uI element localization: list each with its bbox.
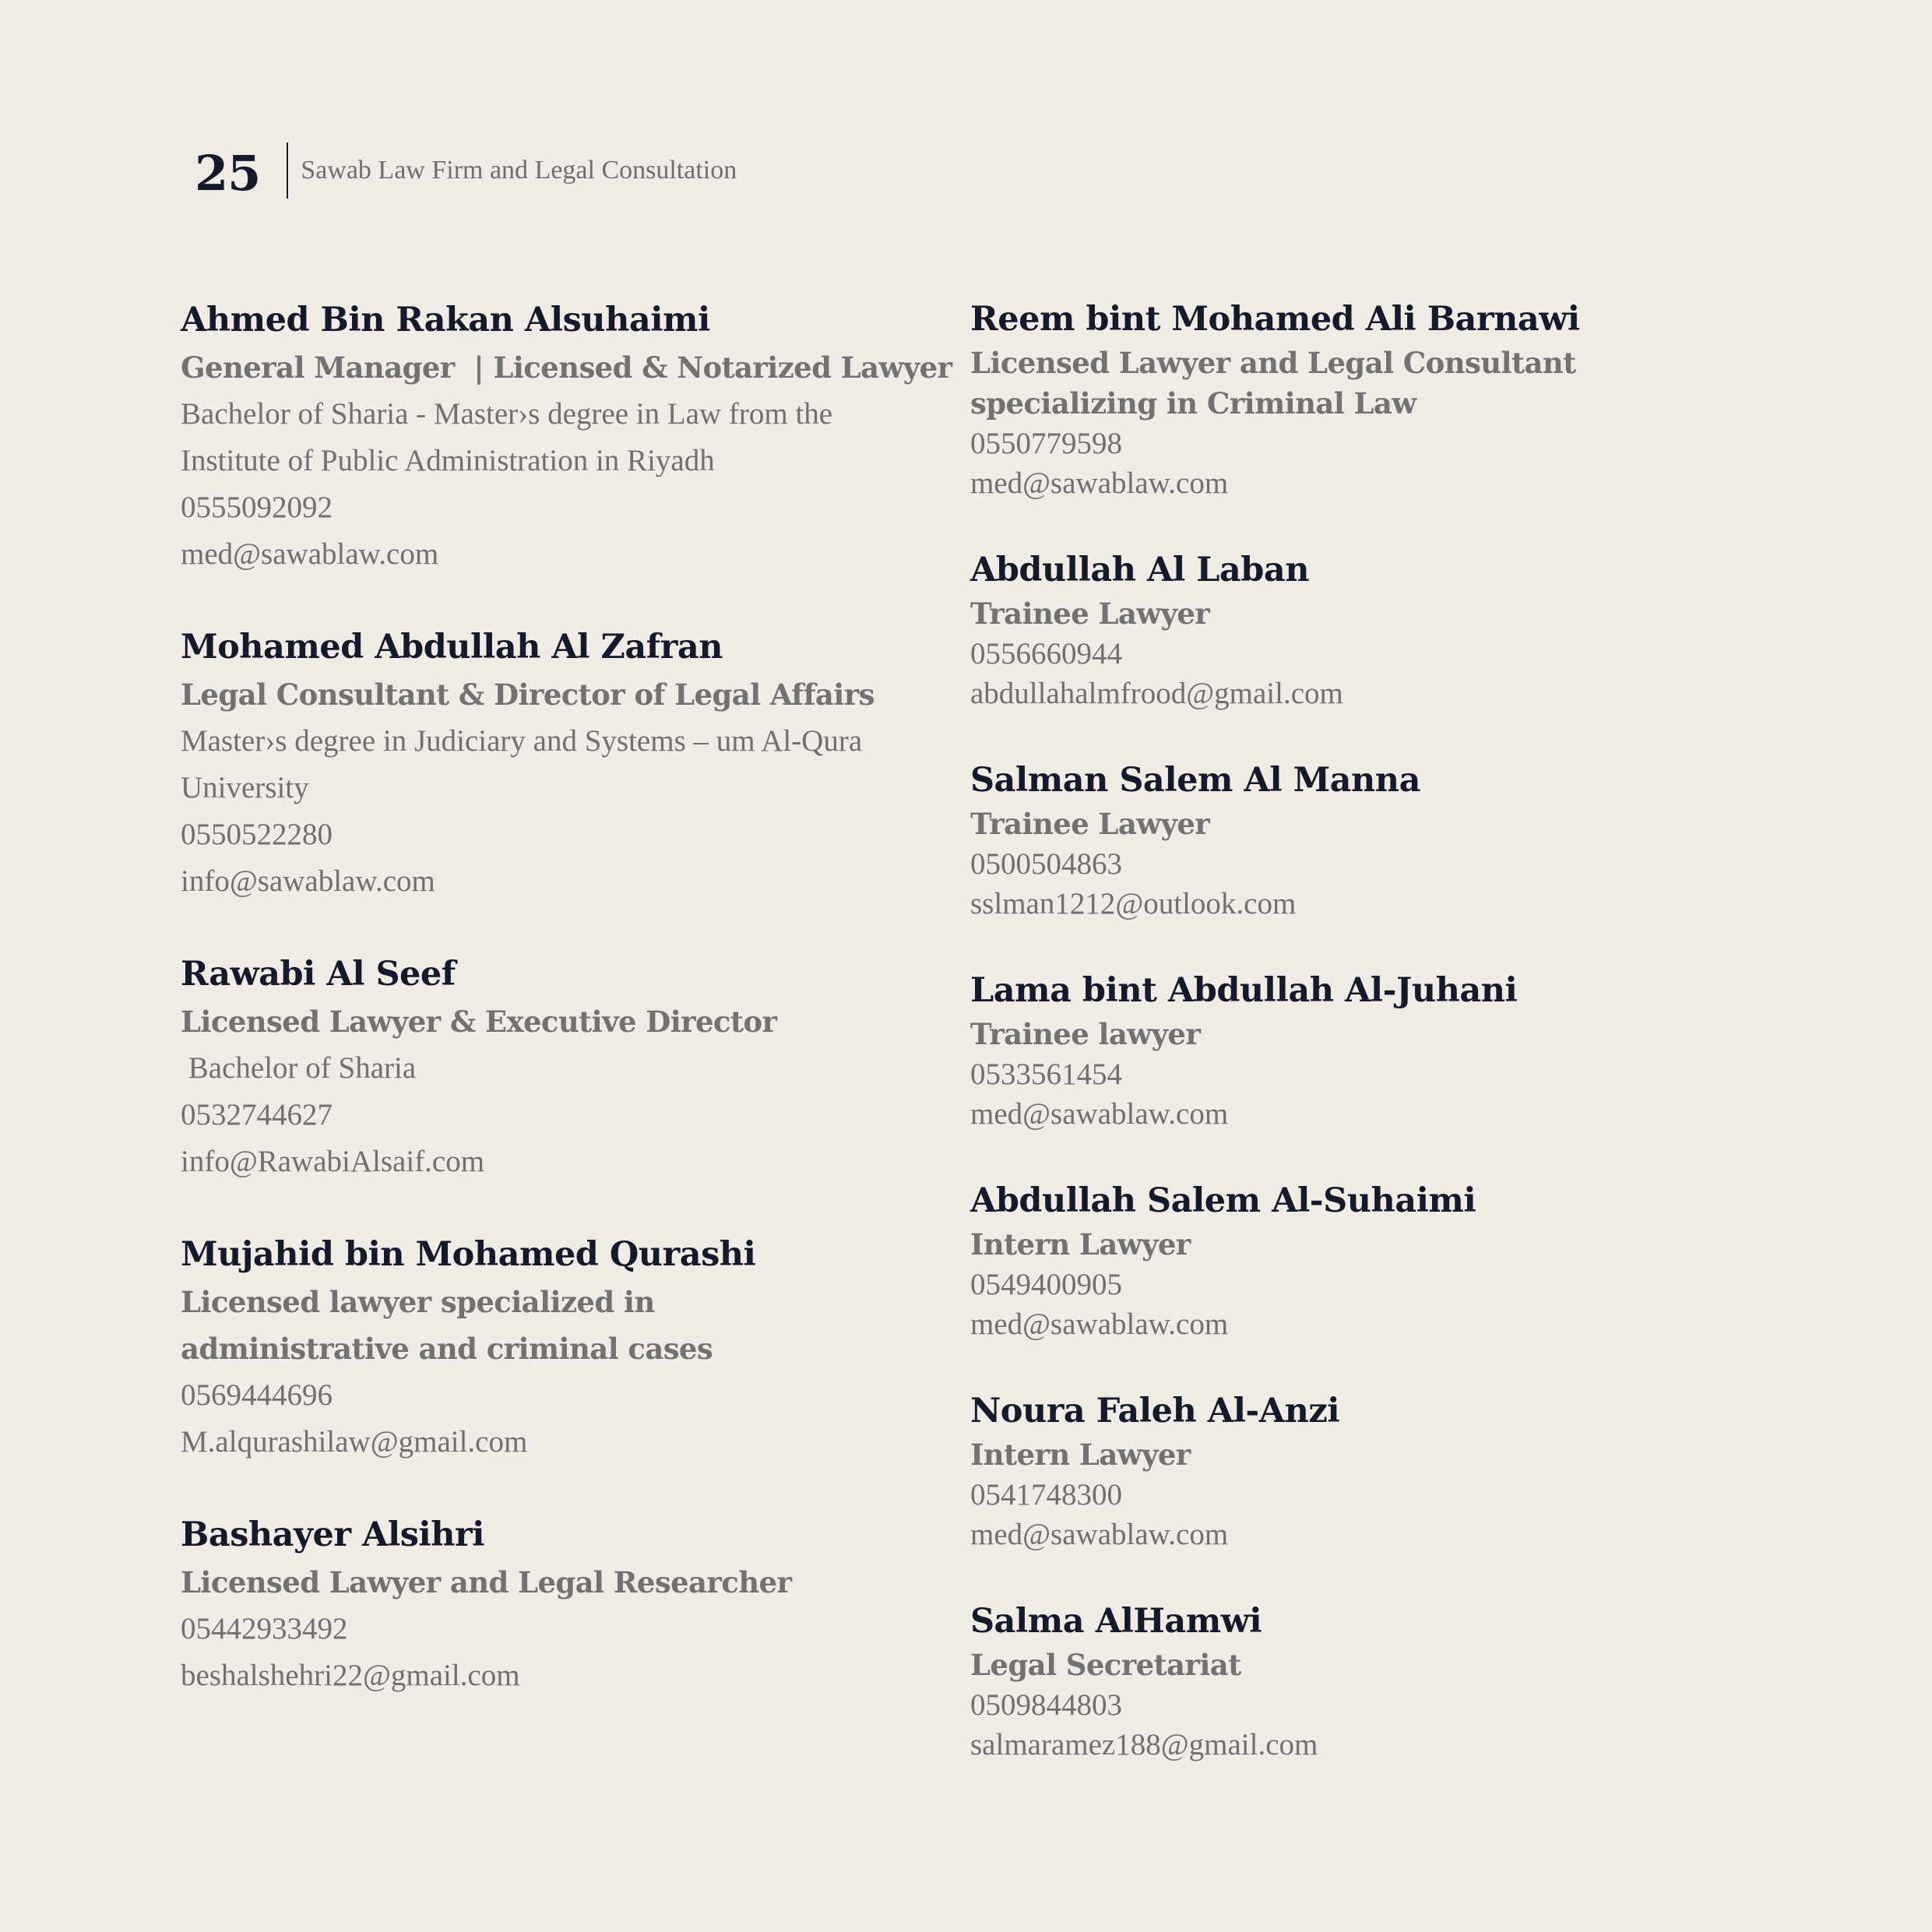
- staff-name: Ahmed Bin Rakan Alsuhaimi: [181, 301, 710, 340]
- staff-email: med@sawablaw.com: [970, 1097, 1229, 1131]
- staff-role: Licensed Lawyer and Legal Consultant specializing in Criminal Law: [970, 346, 1576, 421]
- header-divider: [287, 143, 288, 199]
- staff-name: Abdullah Salem Al-Suhaimi: [970, 1181, 1476, 1220]
- staff-phone: 05442933492: [181, 1612, 348, 1645]
- staff-role: Trainee lawyer: [970, 1017, 1201, 1051]
- staff-role: Licensed Lawyer and Legal Researcher: [181, 1565, 792, 1599]
- staff-entry: [181, 296, 952, 578]
- staff-email: med@sawablaw.com: [970, 466, 1229, 500]
- left-column: [181, 296, 952, 1744]
- staff-phone: 0569444696: [181, 1378, 333, 1412]
- staff-name: Mohamed Abdullah Al Zafran: [181, 628, 723, 667]
- staff-email: info@sawablaw.com: [181, 864, 435, 898]
- staff-phone: 0549400905: [970, 1268, 1122, 1301]
- staff-role: Trainee Lawyer: [970, 596, 1210, 631]
- staff-name: Bashayer Alsihri: [181, 1515, 485, 1554]
- staff-role: Licensed Lawyer & Executive Director: [181, 1005, 777, 1039]
- staff-entry: [970, 757, 1749, 924]
- staff-entry: [970, 1598, 1749, 1765]
- staff-email: salmaramez188@gmail.com: [970, 1728, 1318, 1761]
- staff-role: Intern Lawyer: [970, 1438, 1191, 1472]
- staff-name: Reem bint Mohamed Ali Barnawi: [970, 300, 1580, 339]
- staff-role: General Manager | Licensed & Notarized Lawyer: [181, 350, 952, 385]
- staff-name: Salman Salem Al Manna: [970, 761, 1420, 800]
- staff-email: sslman1212@outlook.com: [970, 887, 1297, 920]
- staff-name: Rawabi Al Seef: [181, 955, 456, 994]
- staff-entry: [181, 950, 905, 1185]
- staff-entry: [970, 296, 1749, 503]
- staff-email: med@sawablaw.com: [970, 1307, 1229, 1341]
- staff-entry: [181, 1511, 905, 1699]
- staff-phone: 0555092092: [181, 491, 333, 524]
- page-number: 25: [195, 145, 261, 202]
- staff-entry: [970, 547, 1749, 713]
- staff-email: info@RawabiAlsaif.com: [181, 1145, 485, 1178]
- staff-phone: 0500504863: [970, 847, 1122, 881]
- staff-role: Trainee Lawyer: [970, 807, 1210, 841]
- staff-entry: [970, 967, 1749, 1134]
- staff-education: Bachelor of Sharia - Master›s degree in Law from the Institute of Public Administration in Riyadh: [181, 397, 833, 477]
- staff-role: Licensed lawyer specialized in administrative and criminal cases: [181, 1285, 713, 1366]
- staff-email: med@sawablaw.com: [181, 537, 439, 571]
- staff-name: Lama bint Abdullah Al-Juhani: [970, 971, 1518, 1010]
- staff-name: Abdullah Al Laban: [970, 551, 1309, 589]
- staff-email: med@sawablaw.com: [970, 1518, 1229, 1551]
- staff-entry: [181, 623, 905, 905]
- staff-name: Noura Faleh Al-Anzi: [970, 1392, 1340, 1431]
- staff-education: Master›s degree in Judiciary and Systems – um Al-Qura University: [181, 724, 863, 804]
- staff-phone: 0550522280: [181, 818, 333, 851]
- staff-education: Bachelor of Sharia: [181, 1051, 417, 1085]
- page-header: [195, 140, 737, 201]
- staff-name: Salma AlHamwi: [970, 1602, 1262, 1641]
- staff-entry: [970, 1177, 1749, 1344]
- staff-phone: 0532744627: [181, 1098, 333, 1131]
- staff-entry: [181, 1230, 905, 1466]
- staff-role: Legal Secretariat: [970, 1648, 1241, 1682]
- staff-phone: 0550779598: [970, 427, 1122, 460]
- right-column: [970, 296, 1749, 1808]
- staff-phone: 0533561454: [970, 1057, 1122, 1091]
- document-title: Sawab Law Firm and Legal Consultation: [301, 156, 737, 185]
- staff-entry: [970, 1388, 1749, 1554]
- staff-email: M.alqurashilaw@gmail.com: [181, 1425, 528, 1459]
- staff-phone: 0556660944: [970, 637, 1122, 670]
- staff-phone: 0541748300: [970, 1478, 1122, 1511]
- staff-role: Intern Lawyer: [970, 1227, 1191, 1262]
- staff-email: beshalshehri22@gmail.com: [181, 1659, 520, 1692]
- staff-email: abdullahalmfrood@gmail.com: [970, 677, 1343, 710]
- staff-name: Mujahid bin Mohamed Qurashi: [181, 1235, 756, 1274]
- staff-role: Legal Consultant & Director of Legal Affairs: [181, 677, 875, 712]
- staff-phone: 0509844803: [970, 1688, 1122, 1722]
